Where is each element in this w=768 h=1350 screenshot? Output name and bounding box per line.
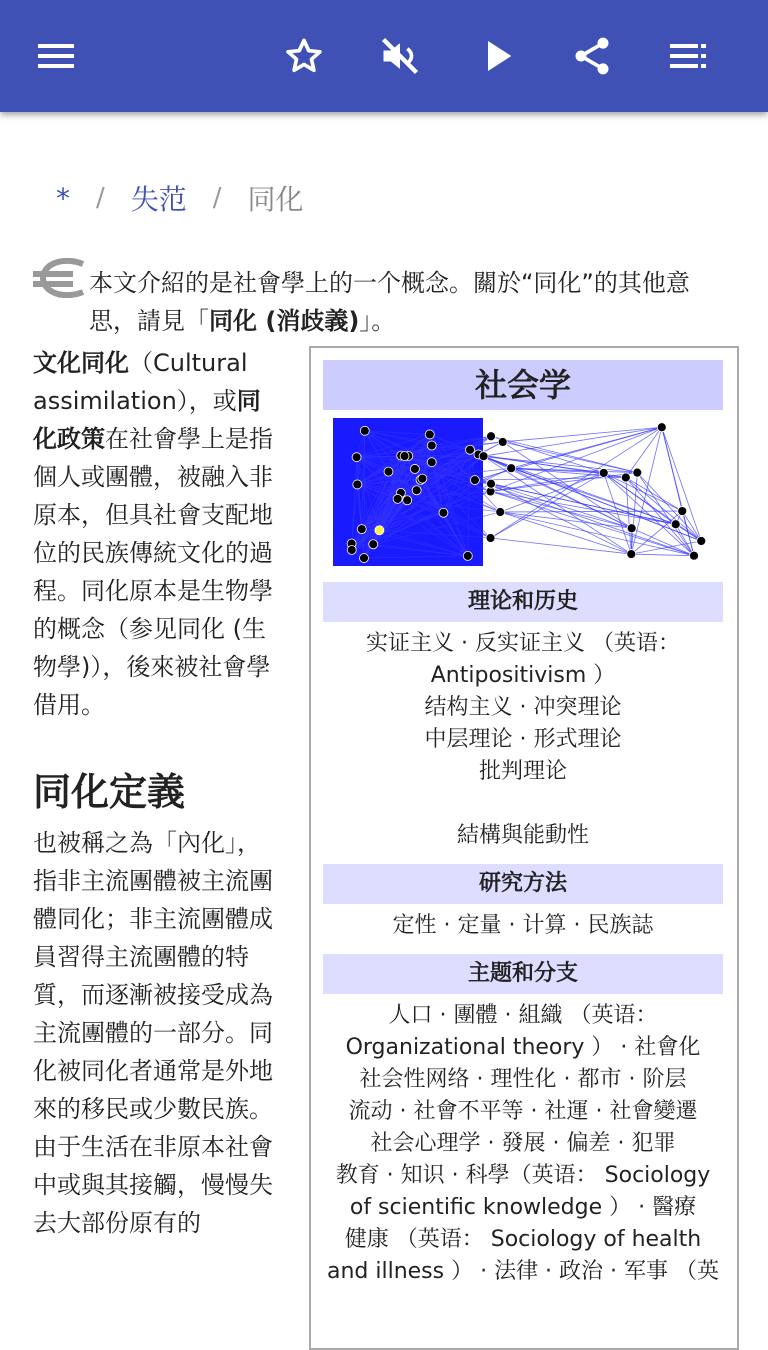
share-button[interactable] bbox=[560, 24, 624, 88]
infobox-line[interactable]: Organizational theory ） · 社會化 bbox=[323, 1032, 723, 1064]
infobox-topics-list bbox=[323, 1000, 723, 1288]
section-paragraph: 也被稱之為「內化」，指非主流團體被主流團體同化；非主流團體成員習得主流團體的特質，而逐漸被接受成為主流團體的一部分。同化被同化者通常是外地來的移民或少數民族。由于生活在非原本社會中或與其接觸，慢慢失去大部份原有的 bbox=[33, 824, 279, 1242]
infobox-line[interactable]: 定性 · 定量 · 计算 · 民族誌 bbox=[323, 910, 723, 942]
disambig-icon bbox=[33, 258, 85, 298]
menu-button[interactable] bbox=[24, 24, 88, 88]
infobox-header-theory: 理论和历史 bbox=[323, 582, 723, 622]
sociology-infobox bbox=[309, 346, 739, 1350]
favorite-button[interactable] bbox=[272, 24, 336, 88]
infobox-line[interactable]: 人口 · 團體 · 組織 （英语： bbox=[323, 1000, 723, 1032]
list-icon bbox=[668, 41, 708, 71]
app-bar bbox=[0, 0, 768, 112]
infobox-header-methods: 研究方法 bbox=[323, 864, 723, 904]
infobox-line[interactable]: 社会性网络 · 理性化 · 都市 · 阶层 bbox=[323, 1064, 723, 1096]
infobox-line[interactable]: 流动 · 社會不平等 · 社運 · 社會變遷 bbox=[323, 1096, 723, 1128]
intro-text-2: 在社會學上是指個人或團體，被融入非原本，但具社會支配地位的民族傳統文化的過程。同化原本是生物學的概念（参见同化 (生物學)），後來被社會學借用。 bbox=[33, 425, 273, 719]
infobox-methods-list bbox=[323, 910, 723, 942]
infobox-line[interactable]: 社会心理学 · 發展 · 偏差 · 犯罪 bbox=[323, 1128, 723, 1160]
intro-paragraph bbox=[33, 344, 279, 724]
infobox-line[interactable]: 实证主义 · 反实证主义 （英语： bbox=[323, 628, 723, 660]
contents-button[interactable] bbox=[656, 24, 720, 88]
infobox-title: 社会学 bbox=[323, 360, 723, 410]
hatnote-text: 本文介紹的是社會學上的一个概念。關於“同化”的其他意思，請見「 bbox=[89, 269, 690, 335]
infobox-line[interactable]: 中层理论 · 形式理论 bbox=[323, 724, 723, 756]
article-content bbox=[33, 264, 737, 340]
infobox-line[interactable]: 健康 （英语： Sociology of health bbox=[323, 1224, 723, 1256]
breadcrumb-root-link[interactable]: * bbox=[56, 182, 70, 215]
infobox-line[interactable]: 結構與能動性 bbox=[323, 820, 723, 852]
article-body bbox=[33, 344, 279, 1242]
infobox-line[interactable]: of scientific knowledge ） · 醫療 bbox=[323, 1192, 723, 1224]
infobox-line bbox=[323, 788, 723, 820]
disambiguation-link[interactable]: 同化 (消歧義) bbox=[209, 307, 359, 335]
term-assimilation-policy: 同化政策 bbox=[33, 387, 261, 453]
menu-icon bbox=[36, 41, 76, 71]
infobox-header-topics: 主题和分支 bbox=[323, 954, 723, 994]
infobox-line[interactable]: and illness ） · 法律 · 政治 · 军事 （英 bbox=[323, 1256, 723, 1288]
play-button[interactable] bbox=[466, 24, 530, 88]
breadcrumb-separator: / bbox=[96, 183, 105, 213]
infobox-line[interactable]: 结构主义 · 冲突理论 bbox=[323, 692, 723, 724]
infobox-line[interactable]: Antipositivism ） bbox=[323, 660, 723, 692]
social-network-image bbox=[333, 418, 713, 566]
infobox-line[interactable]: 批判理论 bbox=[323, 756, 723, 788]
hatnote-suffix: 」。 bbox=[359, 307, 395, 335]
section-heading: 同化定義 bbox=[33, 764, 279, 820]
breadcrumb-current: 同化 bbox=[248, 178, 304, 218]
breadcrumb-parent-link[interactable]: 失范 bbox=[131, 178, 187, 218]
volume-off-icon bbox=[378, 34, 422, 78]
breadcrumb bbox=[40, 176, 304, 220]
term-cultural-assimilation: 文化同化 bbox=[33, 349, 129, 377]
infobox-line[interactable]: 教育 · 知识 · 科學（英语： Sociology bbox=[323, 1160, 723, 1192]
infobox-theory-list bbox=[323, 628, 723, 852]
share-icon bbox=[570, 34, 614, 78]
breadcrumb-separator: / bbox=[213, 183, 222, 213]
play-icon bbox=[478, 36, 518, 76]
star-icon bbox=[282, 34, 326, 78]
mute-button[interactable] bbox=[368, 24, 432, 88]
intro-text: （Cultural assimilation），或 bbox=[33, 349, 248, 415]
hatnote bbox=[33, 264, 737, 340]
